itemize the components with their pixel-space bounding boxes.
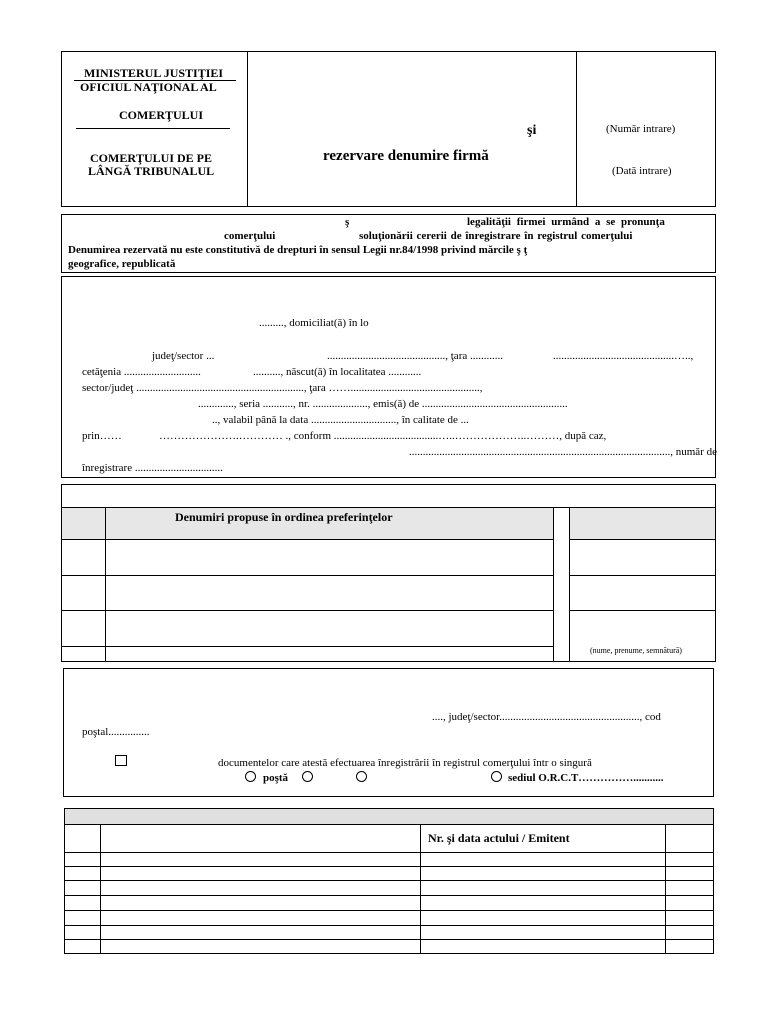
- signature-note: (nume, prenume, semnătură): [590, 646, 682, 655]
- contact-documents-note: documentelor care atestă efectuarea înregistrării în registrul comerţului într o singură: [218, 757, 592, 769]
- names-col-num: [105, 507, 106, 662]
- header-divider-right: [576, 51, 577, 207]
- radio-sediu[interactable]: [491, 771, 502, 782]
- names-table-rule: [61, 646, 553, 647]
- applicant-sector-country: sector/judeţ ............................................................., ţara ……...............................................,: [82, 382, 483, 394]
- acts-table-rule: [64, 925, 714, 926]
- applicant-citizenship: cetăţenia ............................: [82, 366, 201, 378]
- acts-col-num: [100, 824, 101, 954]
- applicant-country-fill: ............................................…..,: [553, 350, 694, 362]
- acts-table-rule: [64, 895, 714, 896]
- contact-county-postal: ...., judeţ/sector..................................................., cod: [432, 711, 661, 723]
- acts-table: [64, 808, 714, 954]
- applicant-validity: .., valabil până la data ..............................., în calitate de ...: [212, 414, 469, 426]
- applicant-conform: ………………….………… ., conform ......................................…..………………..………, după caz,: [159, 430, 607, 442]
- registry-name-line1: COMERŢULUI DE PE: [90, 151, 213, 165]
- acts-table-rule: [64, 910, 714, 911]
- applicant-registration: înregistrare ................................: [82, 462, 223, 474]
- radio-option-2[interactable]: [302, 771, 313, 782]
- notice-line1-a: ş: [345, 216, 350, 228]
- applicant-domicile: ........., domiciliat(ă) în lo: [259, 317, 369, 329]
- contact-postal: poştal...............: [82, 726, 150, 738]
- radio-option-3[interactable]: [356, 771, 367, 782]
- names-table-rule: [61, 539, 553, 540]
- acts-table-rule: [64, 852, 714, 853]
- office-name-line1: OFICIUL NAŢIONAL AL: [80, 80, 217, 94]
- office-separator: [76, 128, 230, 129]
- acts-table-rule: [64, 880, 714, 881]
- acts-table-rule: [64, 824, 714, 825]
- applicant-county-label: judeţ/sector ...: [152, 350, 215, 362]
- names-col-gap-left: [553, 507, 554, 662]
- names-table-rule: [569, 610, 716, 611]
- names-table-rule: [61, 575, 553, 576]
- radio-posta[interactable]: [245, 771, 256, 782]
- notice-line2-b: soluţionării cererii de înregistrare în registrul comerţului: [359, 230, 633, 242]
- entry-number-label: (Număr intrare): [606, 123, 676, 135]
- names-col-gap-right: [569, 507, 570, 662]
- header-divider-left: [247, 51, 248, 207]
- applicant-country: ..........................................., ţara ............: [327, 350, 503, 362]
- applicant-through: prin……: [82, 430, 122, 442]
- form-title: rezervare denumire firmă: [323, 148, 489, 164]
- option-posta-label: poştă: [263, 772, 289, 784]
- names-table-rule: [569, 539, 716, 540]
- acts-header-bg: [65, 809, 713, 824]
- names-table-rule: [569, 575, 716, 576]
- entry-date-label: (Dată intrare): [612, 165, 672, 177]
- registry-name-line2: LÂNGĂ TRIBUNALUL: [88, 164, 215, 178]
- notice-line1-b: legalităţii firmei urmând a se pronunţa: [467, 216, 665, 228]
- delivery-checkbox[interactable]: [115, 755, 127, 766]
- applicant-id-series: ............., seria ..........., nr. ...................., emis(ă) de .....................................................: [198, 398, 568, 410]
- notice-line3: Denumirea rezervată nu este constitutivă de drepturi în sensul Legii nr.84/1998 privind mărcile ş ţ: [68, 244, 528, 256]
- office-name-line2: COMERŢULUI: [119, 108, 204, 122]
- acts-col-last: [665, 824, 666, 954]
- acts-table-rule: [64, 866, 714, 867]
- acts-table-header: Nr. şi data actului / Emitent: [428, 831, 570, 845]
- ministry-name: MINISTERUL JUSTIŢIEI: [84, 66, 224, 80]
- notice-line2-a: comerţului: [224, 230, 276, 242]
- acts-table-rule: [64, 939, 714, 940]
- applicant-registration-number: ..............................................................................................., număr de: [409, 446, 717, 458]
- option-sediu-label: sediul O.R.C.T……………...........: [508, 772, 664, 784]
- notice-line4: geografice, republicată: [68, 258, 176, 270]
- title-si: şi: [527, 123, 537, 138]
- acts-col-act: [420, 824, 421, 954]
- applicant-birthplace: .........., născut(ă) în localitatea ............: [253, 366, 422, 378]
- names-table-header: Denumiri propuse în ordinea preferinţelor: [175, 510, 393, 524]
- names-table-rule: [61, 610, 553, 611]
- names-header-bg-right: [569, 508, 715, 539]
